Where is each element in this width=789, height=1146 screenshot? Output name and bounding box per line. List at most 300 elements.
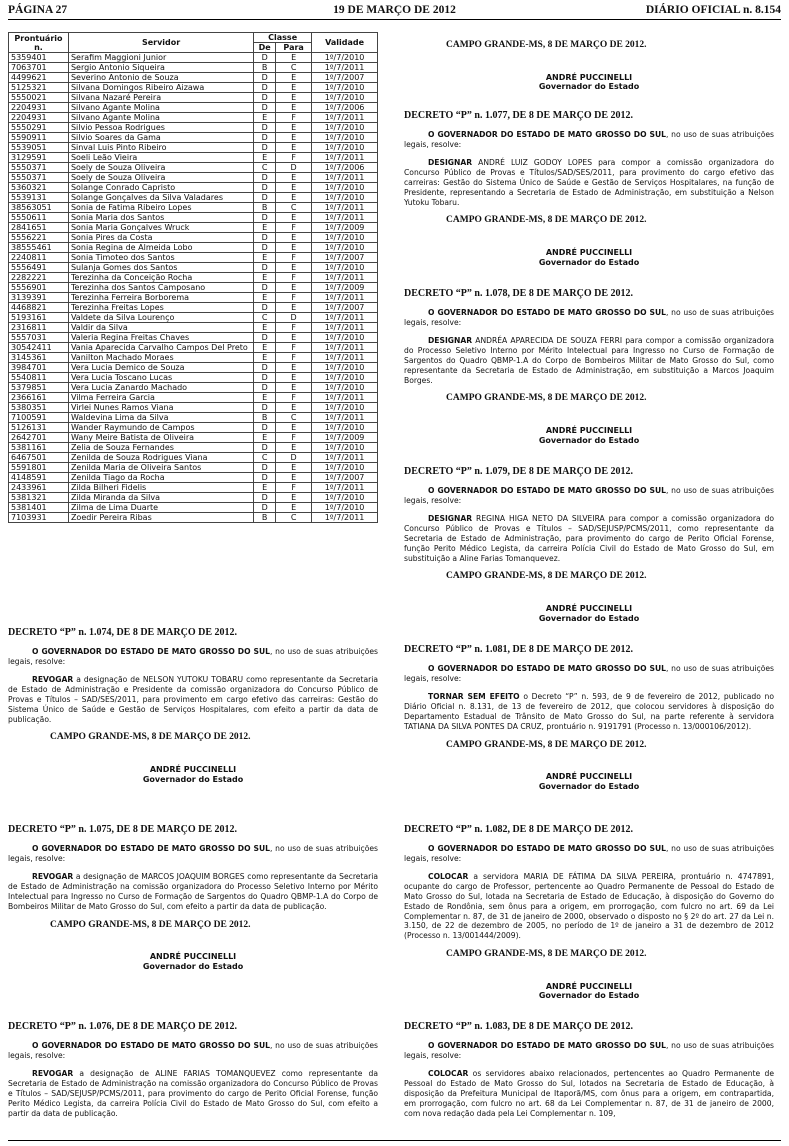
table-row (9, 443, 378, 453)
validade-cell: 1º/7/2010 (312, 193, 378, 203)
prontuario-cell: 5539131 (9, 193, 69, 203)
decree-preamble: O GOVERNADOR DO ESTADO DE MATO GROSSO DO SUL, no uso de suas atribuições legais, resolve: (404, 485, 774, 505)
validade-cell: 1º/7/2010 (312, 333, 378, 343)
table-row (9, 63, 378, 73)
prontuario-cell: 7100591 (9, 413, 69, 423)
validade-cell: 1º/7/2010 (312, 243, 378, 253)
classe-para-cell: C (276, 63, 312, 73)
table-row (9, 423, 378, 433)
table-row (9, 403, 378, 413)
servidor-cell: Vanilton Machado Moraes (68, 353, 253, 363)
governor-title: Governador do Estado (538, 82, 640, 92)
classe-para-cell: E (276, 133, 312, 143)
classe-de-cell: B (254, 203, 276, 213)
prontuario-cell: 2841651 (9, 223, 69, 233)
decree-preamble: O GOVERNADOR DO ESTADO DE MATO GROSSO DO SUL, no uso de suas atribuições legais, resolve: (404, 1040, 774, 1060)
decree-place: CAMPO GRANDE-MS, 8 DE MARÇO DE 2012. (50, 919, 251, 930)
prontuario-cell: 2240811 (9, 253, 69, 263)
validade-cell: 1º/7/2011 (312, 413, 378, 423)
classe-de-cell: D (254, 363, 276, 373)
left-column (8, 32, 378, 1118)
validade-cell: 1º/7/2010 (312, 363, 378, 373)
classe-para-cell: F (276, 323, 312, 333)
prontuario-cell: 2642701 (9, 433, 69, 443)
table-row (9, 313, 378, 323)
classe-de-cell: D (254, 423, 276, 433)
classe-para-cell: E (276, 263, 312, 273)
prontuario-cell: 4148591 (9, 473, 69, 483)
table-row (9, 83, 378, 93)
servidor-cell: Solange Conrado Capristo (68, 183, 253, 193)
governor-title: Governador do Estado (142, 774, 244, 784)
prontuario-cell: 2366161 (9, 393, 69, 403)
validade-cell: 1º/7/2007 (312, 473, 378, 483)
servidor-cell: Sonia Regina de Almeida Lobo (68, 243, 253, 253)
decree-title: DECRETO “P” n. 1.079, DE 8 DE MARÇO DE 2012. (404, 466, 633, 477)
table-row (9, 353, 378, 363)
classe-para-cell: E (276, 193, 312, 203)
decree-body: DESIGNAR ANDRÉ LUIZ GODOY LOPES para compor a comissão organizadora do Concurso Público de Provas e Títulos/SAD/SES/2011, para provimento do cargo efetivo das carreiras: Gestão do Sistema Único de Saúde e Gestão de Serviços Hospitalares, na função de Presidente, representando a Secretaria de Estado de Administração, em substituição a Nelson Yutoku Tobaru. (404, 158, 774, 207)
prontuario-cell: 6467501 (9, 453, 69, 463)
servidor-cell: Sonia Pires da Costa (68, 233, 253, 243)
servidor-cell: Silvio Soares da Gama (68, 133, 253, 143)
servidor-cell: Terezinha Freitas Lopes (68, 303, 253, 313)
classe-de-cell: E (254, 273, 276, 283)
classe-de-cell: B (254, 63, 276, 73)
table-row (9, 243, 378, 253)
classe-para-cell: C (276, 203, 312, 213)
prontuario-cell: 4468821 (9, 303, 69, 313)
prontuario-cell: 5556491 (9, 263, 69, 273)
prontuario-cell: 5381161 (9, 443, 69, 453)
classe-para-cell: E (276, 143, 312, 153)
col-de: De (254, 43, 276, 53)
col-para: Para (276, 43, 312, 53)
table-row (9, 143, 378, 153)
classe-de-cell: D (254, 333, 276, 343)
prontuario-cell: 30542411 (9, 343, 69, 353)
servers-table (8, 32, 378, 523)
table-row (9, 473, 378, 483)
validade-cell: 1º/7/2007 (312, 303, 378, 313)
validade-cell: 1º/7/2010 (312, 93, 378, 103)
validade-cell: 1º/7/2011 (312, 353, 378, 363)
classe-para-cell: E (276, 283, 312, 293)
prontuario-cell: 5550021 (9, 93, 69, 103)
servidor-cell: Zelia de Souza Fernandes (68, 443, 253, 453)
classe-para-cell: E (276, 303, 312, 313)
classe-de-cell: D (254, 473, 276, 483)
prontuario-cell: 5359401 (9, 53, 69, 63)
classe-para-cell: F (276, 223, 312, 233)
decree-place: CAMPO GRANDE-MS, 8 DE MARÇO DE 2012. (446, 739, 647, 750)
decree-1076 (8, 1022, 378, 1118)
prontuario-cell: 5550371 (9, 173, 69, 183)
classe-de-cell: E (254, 393, 276, 403)
decree-place: CAMPO GRANDE-MS, 8 DE MARÇO DE 2012. (50, 732, 251, 743)
table-row (9, 203, 378, 213)
prontuario-cell: 5381401 (9, 503, 69, 513)
prontuario-cell: 2433961 (9, 483, 69, 493)
footer-rule (8, 1140, 781, 1141)
col-servidor: Servidor (68, 33, 253, 53)
table-row (9, 323, 378, 333)
classe-para-cell: E (276, 93, 312, 103)
validade-cell: 1º/7/2011 (312, 453, 378, 463)
validade-cell: 1º/7/2007 (312, 253, 378, 263)
classe-para-cell: F (276, 113, 312, 123)
page-header (8, 2, 781, 18)
validade-cell: 1º/7/2011 (312, 203, 378, 213)
decree-1081 (404, 645, 774, 791)
decree-place: CAMPO GRANDE-MS, 8 DE MARÇO DE 2012. (446, 393, 647, 404)
prontuario-cell: 5381321 (9, 493, 69, 503)
classe-de-cell: D (254, 373, 276, 383)
table-row (9, 343, 378, 353)
prontuario-cell: 2316811 (9, 323, 69, 333)
classe-de-cell: D (254, 213, 276, 223)
classe-de-cell: E (254, 433, 276, 443)
servidor-cell: Vera Lucia Toscano Lucas (68, 373, 253, 383)
table-row (9, 183, 378, 193)
page-number: PÁGINA 27 (8, 4, 68, 16)
table-row (9, 413, 378, 423)
servidor-cell: Sulanja Gomes dos Santos (68, 263, 253, 273)
validade-cell: 1º/7/2009 (312, 433, 378, 443)
validade-cell: 1º/7/2010 (312, 423, 378, 433)
validade-cell: 1º/7/2011 (312, 63, 378, 73)
decree-1082 (404, 825, 774, 1001)
servidor-cell: Valdir da Silva (68, 323, 253, 333)
prontuario-cell: 2204931 (9, 103, 69, 113)
classe-para-cell: F (276, 253, 312, 263)
prontuario-cell: 5360321 (9, 183, 69, 193)
prontuario-cell: 3145361 (9, 353, 69, 363)
validade-cell: 1º/7/2010 (312, 403, 378, 413)
issue-date: 19 DE MARÇO DE 2012 (333, 4, 456, 16)
servidor-cell: Serafim Maggioni Junior (68, 53, 253, 63)
table-row (9, 123, 378, 133)
servidor-cell: Zenilda Tiago da Rocha (68, 473, 253, 483)
prontuario-cell: 2282221 (9, 273, 69, 283)
table-row (9, 153, 378, 163)
table-row (9, 373, 378, 383)
servidor-cell: Sonia de Fatima Ribeiro Lopes (68, 203, 253, 213)
col-validade: Validade (312, 33, 378, 53)
decree-preamble: O GOVERNADOR DO ESTADO DE MATO GROSSO DO SUL, no uso de suas atribuições legais, resolve: (404, 843, 774, 863)
servidor-cell: Silvana Nazaré Pereira (68, 93, 253, 103)
decree-preamble: O GOVERNADOR DO ESTADO DE MATO GROSSO DO SUL, no uso de suas atribuições legais, resolve: (404, 663, 774, 683)
decree-preamble: O GOVERNADOR DO ESTADO DE MATO GROSSO DO SUL, no uso de suas atribuições legais, resolve: (404, 129, 774, 149)
servidor-cell: Wany Meire Batista de Oliveira (68, 433, 253, 443)
servidor-cell: Soely de Souza Oliveira (68, 163, 253, 173)
table-row (9, 173, 378, 183)
table-row (9, 213, 378, 223)
decree-body: REVOGAR a designação de NELSON YUTOKU TOBARU como representante da Secretaria de Estado de Administração e Presidente da comissão organizadora do Concurso Público de Provas e Títulos – SAD/SES/2011, para provimento em cargo efetivo das carreiras: Gestão do Sistema Único de Saúde e Gestão de Serviços Hospitalares, com efeito a partir da data de publicação. (8, 675, 378, 724)
table-row (9, 503, 378, 513)
servidor-cell: Terezinha da Conceição Rocha (68, 273, 253, 283)
classe-para-cell: E (276, 463, 312, 473)
servidor-cell: Vera Lucia Demico de Souza (68, 363, 253, 373)
classe-de-cell: D (254, 143, 276, 153)
prontuario-cell: 38563051 (9, 203, 69, 213)
decree-preamble: O GOVERNADOR DO ESTADO DE MATO GROSSO DO SUL, no uso de suas atribuições legais, resolve: (8, 1040, 378, 1060)
decree-preamble: O GOVERNADOR DO ESTADO DE MATO GROSSO DO SUL, no uso de suas atribuições legais, resolve: (8, 646, 378, 666)
prontuario-cell: 5550371 (9, 163, 69, 173)
governor-title: Governador do Estado (538, 613, 640, 623)
prontuario-cell: 5380351 (9, 403, 69, 413)
classe-de-cell: C (254, 453, 276, 463)
table-row (9, 383, 378, 393)
governor-name: ANDRÉ PUCCINELLI (545, 426, 633, 436)
validade-cell: 1º/7/2010 (312, 143, 378, 153)
servers-table-body (9, 53, 378, 523)
servidor-cell: Virlei Nunes Ramos Viana (68, 403, 253, 413)
validade-cell: 1º/7/2010 (312, 463, 378, 473)
classe-para-cell: E (276, 173, 312, 183)
servidor-cell: Silvano Agante Molina (68, 103, 253, 113)
classe-de-cell: D (254, 503, 276, 513)
classe-de-cell: D (254, 123, 276, 133)
validade-cell: 1º/7/2011 (312, 293, 378, 303)
table-row (9, 113, 378, 123)
governor-name: ANDRÉ PUCCINELLI (149, 952, 237, 962)
governor-name: ANDRÉ PUCCINELLI (149, 765, 237, 775)
classe-para-cell: E (276, 363, 312, 373)
servidor-cell: Valdete da Silva Lourenço (68, 313, 253, 323)
table-row (9, 283, 378, 293)
decree-preamble: O GOVERNADOR DO ESTADO DE MATO GROSSO DO SUL, no uso de suas atribuições legais, resolve: (404, 307, 774, 327)
servidor-cell: Zenilda de Souza Rodrigues Viana (68, 453, 253, 463)
table-row (9, 133, 378, 143)
servidor-cell: Silvano Agante Molina (68, 113, 253, 123)
validade-cell: 1º/7/2011 (312, 313, 378, 323)
validade-cell: 1º/7/2010 (312, 263, 378, 273)
classe-de-cell: E (254, 113, 276, 123)
table-row (9, 163, 378, 173)
prontuario-cell: 5379851 (9, 383, 69, 393)
servidor-cell: Zoedir Pereira Ribas (68, 513, 253, 523)
classe-para-cell: E (276, 373, 312, 383)
classe-para-cell: E (276, 213, 312, 223)
decree-body: DESIGNAR REGINA HIGA NETO DA SILVEIRA para compor a comissão organizadora do Concurso Público de Provas e Títulos – SAD/SEJUSP/PCMS/2011, como representante da Secretaria de Estado de Administração, para provimento do cargo de Perito Oficial Forense, função Perito Médico Legista, da carreira Polícia Civil do Estado de Mato Grosso do Sul, em substituição a Aline Farias Tomanquevez. (404, 514, 774, 563)
classe-para-cell: E (276, 443, 312, 453)
classe-de-cell: D (254, 383, 276, 393)
prontuario-cell: 3139391 (9, 293, 69, 303)
classe-para-cell: D (276, 163, 312, 173)
classe-de-cell: E (254, 253, 276, 263)
classe-de-cell: D (254, 443, 276, 453)
servidor-cell: Sonia Maria Gonçalves Wruck (68, 223, 253, 233)
prontuario-cell: 4499621 (9, 73, 69, 83)
table-row (9, 463, 378, 473)
decree-place: CAMPO GRANDE-MS, 8 DE MARÇO DE 2012. (446, 40, 647, 50)
validade-cell: 1º/7/2010 (312, 123, 378, 133)
validade-cell: 1º/7/2010 (312, 383, 378, 393)
prontuario-cell: 3984701 (9, 363, 69, 373)
governor-name: ANDRÉ PUCCINELLI (545, 72, 633, 82)
classe-para-cell: E (276, 183, 312, 193)
classe-de-cell: E (254, 353, 276, 363)
decree-1074 (8, 628, 378, 784)
previous-decree-tail (404, 41, 774, 92)
table-row (9, 513, 378, 523)
prontuario-cell: 5193161 (9, 313, 69, 323)
validade-cell: 1º/7/2011 (312, 483, 378, 493)
servidor-cell: Solange Gonçalves da Silva Valadares (68, 193, 253, 203)
prontuario-cell: 5126131 (9, 423, 69, 433)
decree-place: CAMPO GRANDE-MS, 8 DE MARÇO DE 2012. (446, 215, 647, 226)
servidor-cell: Wander Raymundo de Campos (68, 423, 253, 433)
classe-para-cell: F (276, 353, 312, 363)
prontuario-cell: 5125321 (9, 83, 69, 93)
table-row (9, 103, 378, 113)
governor-title: Governador do Estado (142, 961, 244, 971)
governor-title: Governador do Estado (538, 991, 640, 1001)
servidor-cell: Zilma de Lima Duarte (68, 503, 253, 513)
classe-de-cell: D (254, 463, 276, 473)
classe-de-cell: E (254, 343, 276, 353)
decree-body: TORNAR SEM EFEITO o Decreto “P” n. 593, de 9 de fevereiro de 2012, publicado no Diário Oficial n. 8.131, de 13 de fevereiro de 2012, que colocou servidores à disposição do Departamento Estadual de Trânsito de Mato Grosso do Sul, na parte referente à servidora TATIANA DA SILVA PONTES DA CRUZ, prontuário n. 9191791 (Processo n. 13/000106/2012). (404, 692, 774, 731)
decree-title: DECRETO “P” n. 1.081, DE 8 DE MARÇO DE 2012. (404, 644, 633, 655)
validade-cell: 1º/7/2011 (312, 513, 378, 523)
prontuario-cell: 38555461 (9, 243, 69, 253)
decree-body: REVOGAR a designação de MARCOS JOAQUIM BORGES como representante da Secretaria de Estado de Administração na comissão organizadora do Processo Seletivo Interno por Mérito Intelectual para Ingresso no Curso de Formação de Sargentos do Quadro QBMP-1.A do Corpo de Bombeiros Militar de Mato Grosso do Sul, com efeito a partir da data de publicação. (8, 872, 378, 911)
servidor-cell: Vera Lucia Zanardo Machado (68, 383, 253, 393)
classe-para-cell: E (276, 103, 312, 113)
prontuario-cell: 7063701 (9, 63, 69, 73)
decree-1078 (404, 289, 774, 445)
prontuario-cell: 5556901 (9, 283, 69, 293)
table-row (9, 433, 378, 443)
decree-1083 (404, 1022, 774, 1118)
prontuario-cell: 5539051 (9, 143, 69, 153)
prontuario-cell: 5550291 (9, 123, 69, 133)
servidor-cell: Silvio Pessoa Rodrigues (68, 123, 253, 133)
journal-issue: DIÁRIO OFICIAL n. 8.154 (645, 4, 781, 16)
classe-para-cell: C (276, 513, 312, 523)
prontuario-cell: 5550611 (9, 213, 69, 223)
validade-cell: 1º/7/2011 (312, 153, 378, 163)
validade-cell: 1º/7/2006 (312, 163, 378, 173)
servidor-cell: Zilda Bilheri Fidelis (68, 483, 253, 493)
table-row (9, 363, 378, 373)
decree-title: DECRETO “P” n. 1.077, DE 8 DE MARÇO DE 2012. (404, 110, 633, 121)
classe-de-cell: E (254, 293, 276, 303)
validade-cell: 1º/7/2011 (312, 323, 378, 333)
classe-de-cell: C (254, 163, 276, 173)
table-row (9, 453, 378, 463)
validade-cell: 1º/7/2009 (312, 223, 378, 233)
classe-para-cell: E (276, 403, 312, 413)
servidor-cell: Severino Antonio de Souza (68, 73, 253, 83)
table-row (9, 493, 378, 503)
classe-para-cell: E (276, 383, 312, 393)
classe-para-cell: E (276, 423, 312, 433)
decree-body: REVOGAR a designação de ALINE FARIAS TOMANQUEVEZ como representante da Secretaria de Estado de Administração na comissão organizadora do Concurso Público de Provas e Títulos – SAD/SEJUSP/PCMS/2011, para provimento do cargo de Perito Oficial Forense, função Perito Médico Legista, da carreira Polícia Civil do Estado de Mato Grosso do Sul, com efeito a partir da data de publicação. (8, 1069, 378, 1118)
classe-para-cell: E (276, 123, 312, 133)
decree-1075 (8, 825, 378, 971)
servidor-cell: Silvana Domingos Ribeiro Aizawa (68, 83, 253, 93)
validade-cell: 1º/7/2010 (312, 373, 378, 383)
decree-place: CAMPO GRANDE-MS, 8 DE MARÇO DE 2012. (446, 948, 647, 959)
classe-de-cell: C (254, 313, 276, 323)
decree-title: DECRETO “P” n. 1.076, DE 8 DE MARÇO DE 2012. (8, 1021, 237, 1032)
decree-body: DESIGNAR ANDRÉA APARECIDA DE SOUZA FERRI para compor a comissão organizadora do Processo Seletivo Interno por Mérito Intelectual para Ingresso no Curso de Formação de Sargentos do Quadro QBMP-1.A do Corpo de Bombeiros Militar de Mato Grosso do Sul, como representante da Secretaria de Estado de Administração, em substituição a Marcos Joaquim Borges. (404, 336, 774, 385)
classe-para-cell: F (276, 293, 312, 303)
classe-para-cell: E (276, 333, 312, 343)
classe-de-cell: D (254, 283, 276, 293)
validade-cell: 1º/7/2011 (312, 273, 378, 283)
governor-title: Governador do Estado (538, 781, 640, 791)
table-row (9, 393, 378, 403)
servidor-cell: Zenilda Maria de Oliveira Santos (68, 463, 253, 473)
validade-cell: 1º/7/2006 (312, 103, 378, 113)
classe-para-cell: F (276, 343, 312, 353)
classe-de-cell: D (254, 93, 276, 103)
decree-preamble: O GOVERNADOR DO ESTADO DE MATO GROSSO DO SUL, no uso de suas atribuições legais, resolve: (8, 843, 378, 863)
decree-body: COLOCAR a servidora MARIA DE FÁTIMA DA SILVA PEREIRA, prontuário n. 4747891, ocupante do cargo de Professor, pertencente ao Quadro Permanente de Pessoal do Estado de Mato Grosso do Sul, lotada na Secretaria de Estado de Educação, à disposição do Governo do Estado de Rondônia, sem ônus para a origem, em prorrogação, com fulcro no art. 69 da Lei Complementar n. 87, de 31 de janeiro de 2000, observado o disposto no § 2º do art. 27 da Lei n. 3.150, de 22 de dezembro de 2005, no período de 1º de janeiro a 31 de dezembro de 2012 (Processo n. 13/001444/2009). (404, 872, 774, 941)
prontuario-cell: 5540811 (9, 373, 69, 383)
classe-de-cell: D (254, 103, 276, 113)
classe-de-cell: D (254, 183, 276, 193)
servidor-cell: Sonia Maria dos Santos (68, 213, 253, 223)
governor-name: ANDRÉ PUCCINELLI (545, 248, 633, 258)
table-row (9, 263, 378, 273)
validade-cell: 1º/7/2011 (312, 113, 378, 123)
decree-title: DECRETO “P” n. 1.083, DE 8 DE MARÇO DE 2012. (404, 1021, 633, 1032)
validade-cell: 1º/7/2010 (312, 443, 378, 453)
prontuario-cell: 5557031 (9, 333, 69, 343)
classe-de-cell: D (254, 243, 276, 253)
decree-1079 (404, 467, 774, 623)
validade-cell: 1º/7/2010 (312, 53, 378, 63)
table-row (9, 333, 378, 343)
classe-para-cell: D (276, 313, 312, 323)
table-row (9, 223, 378, 233)
prontuario-cell: 3129591 (9, 153, 69, 163)
governor-title: Governador do Estado (538, 435, 640, 445)
prontuario-cell: 2204931 (9, 113, 69, 123)
classe-de-cell: D (254, 83, 276, 93)
classe-de-cell: E (254, 153, 276, 163)
table-row (9, 253, 378, 263)
validade-cell: 1º/7/2011 (312, 393, 378, 403)
classe-para-cell: F (276, 433, 312, 443)
classe-de-cell: B (254, 413, 276, 423)
classe-para-cell: E (276, 243, 312, 253)
servidor-cell: Sonia Timoteo dos Santos (68, 253, 253, 263)
table-row (9, 293, 378, 303)
prontuario-cell: 5556221 (9, 233, 69, 243)
servidor-cell: Vania Aparecida Carvalho Campos Del Preto (68, 343, 253, 353)
classe-de-cell: D (254, 403, 276, 413)
table-row (9, 93, 378, 103)
prontuario-cell: 5591801 (9, 463, 69, 473)
servidor-cell: Vilma Ferreira Garcia (68, 393, 253, 403)
table-row (9, 53, 378, 63)
classe-de-cell: E (254, 223, 276, 233)
classe-de-cell: D (254, 133, 276, 143)
classe-de-cell: D (254, 303, 276, 313)
classe-para-cell: F (276, 483, 312, 493)
table-row (9, 483, 378, 493)
governor-name: ANDRÉ PUCCINELLI (545, 772, 633, 782)
classe-de-cell: E (254, 483, 276, 493)
validade-cell: 1º/7/2010 (312, 133, 378, 143)
servidor-cell: Terezinha Ferreira Borborema (68, 293, 253, 303)
validade-cell: 1º/7/2011 (312, 343, 378, 353)
